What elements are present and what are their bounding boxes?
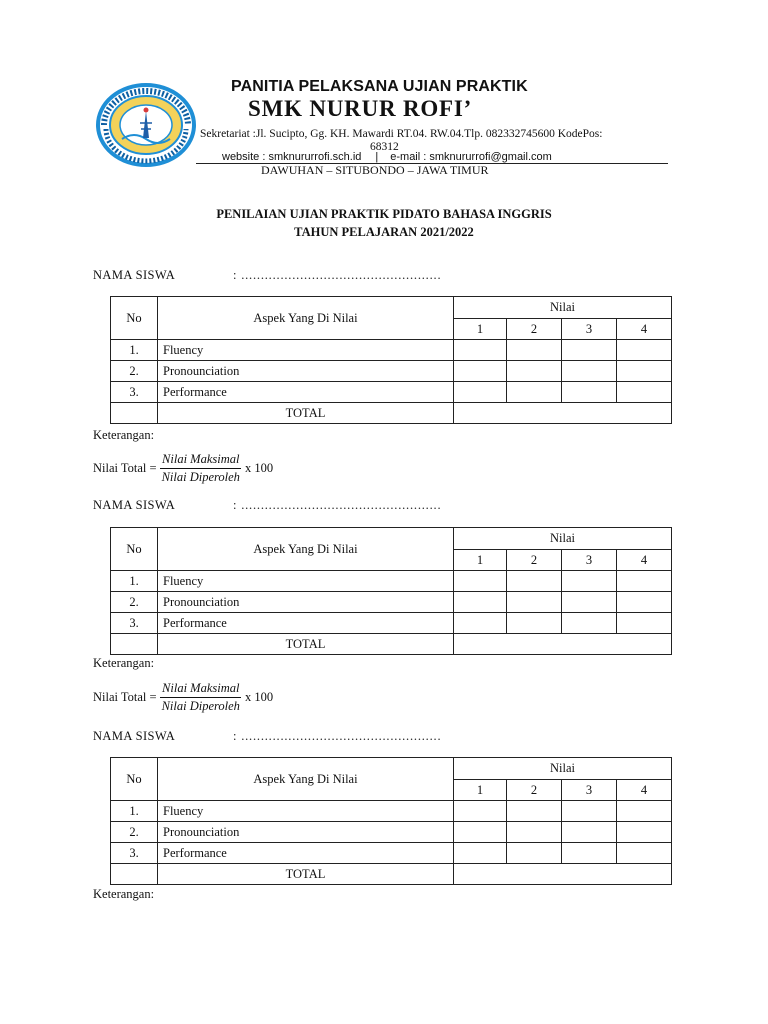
row-aspect: Fluency bbox=[158, 801, 454, 822]
student-assessment-1 bbox=[93, 268, 683, 484]
formula-rhs: x 100 bbox=[244, 690, 274, 704]
col-header-score: Nilai bbox=[454, 297, 672, 319]
score-cell[interactable] bbox=[507, 843, 562, 864]
score-cell[interactable] bbox=[617, 340, 672, 361]
school-postcode: 68312 bbox=[370, 141, 399, 153]
score-cell[interactable] bbox=[454, 571, 507, 592]
score-cell[interactable] bbox=[454, 822, 507, 843]
score-cell[interactable] bbox=[454, 361, 507, 382]
note-label: Keterangan: bbox=[93, 656, 155, 670]
score-cell[interactable] bbox=[507, 592, 562, 613]
formula-lhs: Nilai Total = bbox=[93, 690, 157, 704]
note-label: Keterangan: bbox=[93, 887, 155, 901]
row-number: 1. bbox=[111, 801, 158, 822]
school-logo bbox=[96, 83, 196, 167]
row-number: 2. bbox=[111, 822, 158, 843]
score-cell[interactable] bbox=[617, 822, 672, 843]
formula-lhs: Nilai Total = bbox=[93, 461, 157, 475]
total-row bbox=[111, 403, 672, 424]
table-row bbox=[111, 382, 672, 403]
score-cell[interactable] bbox=[617, 592, 672, 613]
total-blank bbox=[111, 403, 158, 424]
col-header-no: No bbox=[111, 528, 158, 571]
table-row bbox=[111, 340, 672, 361]
email-text: e-mail : smknururrofi@gmail.com bbox=[390, 151, 552, 163]
row-number: 1. bbox=[111, 571, 158, 592]
contact-separator: | bbox=[375, 151, 379, 163]
table-row bbox=[111, 592, 672, 613]
row-aspect: Performance bbox=[158, 613, 454, 634]
score-cell[interactable] bbox=[507, 361, 562, 382]
title-line-2: TAHUN PELAJARAN 2021/2022 bbox=[294, 225, 474, 239]
row-number: 1. bbox=[111, 340, 158, 361]
row-aspect: Performance bbox=[158, 382, 454, 403]
score-cell[interactable] bbox=[454, 613, 507, 634]
score-cell[interactable] bbox=[507, 340, 562, 361]
document-title bbox=[0, 205, 768, 241]
student-assessment-3 bbox=[93, 729, 683, 901]
score-cell[interactable] bbox=[617, 613, 672, 634]
score-cell[interactable] bbox=[454, 592, 507, 613]
score-level-4: 4 bbox=[617, 319, 672, 340]
formula-fraction bbox=[160, 681, 242, 714]
score-cell[interactable] bbox=[454, 382, 507, 403]
total-label: TOTAL bbox=[158, 403, 454, 424]
formula-numerator: Nilai Maksimal bbox=[160, 452, 241, 469]
score-cell[interactable] bbox=[562, 382, 617, 403]
row-aspect: Fluency bbox=[158, 340, 454, 361]
formula-rhs: x 100 bbox=[244, 461, 274, 475]
score-cell[interactable] bbox=[507, 571, 562, 592]
formula-fraction bbox=[160, 452, 242, 485]
score-level-4: 4 bbox=[617, 550, 672, 571]
row-number: 2. bbox=[111, 592, 158, 613]
row-number: 3. bbox=[111, 613, 158, 634]
formula-denominator: Nilai Diperoleh bbox=[161, 699, 240, 713]
score-level-2: 2 bbox=[507, 319, 562, 340]
total-value-cell[interactable] bbox=[454, 403, 672, 424]
total-blank bbox=[111, 864, 158, 885]
row-aspect: Pronounciation bbox=[158, 361, 454, 382]
student-name-row bbox=[93, 268, 683, 286]
contact-line bbox=[222, 151, 552, 163]
score-cell[interactable] bbox=[562, 843, 617, 864]
table-row bbox=[111, 571, 672, 592]
table-row bbox=[111, 613, 672, 634]
col-header-no: No bbox=[111, 758, 158, 801]
score-level-2: 2 bbox=[507, 780, 562, 801]
score-level-3: 3 bbox=[562, 780, 617, 801]
score-cell[interactable] bbox=[617, 843, 672, 864]
student-name-field[interactable]: : ................................................... bbox=[233, 498, 442, 512]
table-row bbox=[111, 822, 672, 843]
col-header-aspect: Aspek Yang Di Nilai bbox=[158, 297, 454, 340]
score-level-3: 3 bbox=[562, 550, 617, 571]
score-table bbox=[110, 757, 672, 885]
score-level-1: 1 bbox=[454, 319, 507, 340]
total-label: TOTAL bbox=[158, 864, 454, 885]
score-cell[interactable] bbox=[507, 801, 562, 822]
total-row bbox=[111, 634, 672, 655]
total-blank bbox=[111, 634, 158, 655]
score-cell[interactable] bbox=[454, 801, 507, 822]
score-cell[interactable] bbox=[617, 801, 672, 822]
title-line-1: PENILAIAN UJIAN PRAKTIK PIDATO BAHASA INGGRIS bbox=[216, 207, 552, 221]
formula-numerator: Nilai Maksimal bbox=[160, 681, 241, 698]
score-formula bbox=[93, 452, 273, 485]
score-level-1: 1 bbox=[454, 550, 507, 571]
school-address: Sekretariat :Jl. Sucipto, Gg. KH. Mawardi RT.04. RW.04.Tlp. 082332745600 KodePos: bbox=[200, 128, 603, 140]
row-aspect: Pronounciation bbox=[158, 822, 454, 843]
student-assessment-2 bbox=[93, 498, 683, 713]
row-aspect: Fluency bbox=[158, 571, 454, 592]
total-value-cell[interactable] bbox=[454, 634, 672, 655]
score-cell[interactable] bbox=[562, 340, 617, 361]
committee-heading: PANITIA PELAKSANA UJIAN PRAKTIK bbox=[231, 78, 528, 95]
total-value-cell[interactable] bbox=[454, 864, 672, 885]
formula-denominator: Nilai Diperoleh bbox=[161, 470, 240, 484]
student-name-label: NAMA SISWA bbox=[93, 498, 176, 512]
table-row bbox=[111, 843, 672, 864]
score-cell[interactable] bbox=[507, 822, 562, 843]
student-name-field[interactable]: : ................................................... bbox=[233, 729, 442, 743]
note-label: Keterangan: bbox=[93, 428, 155, 442]
school-region: DAWUHAN – SITUBONDO – JAWA TIMUR bbox=[261, 163, 489, 177]
col-header-score: Nilai bbox=[454, 528, 672, 550]
col-header-aspect: Aspek Yang Di Nilai bbox=[158, 528, 454, 571]
table-row bbox=[111, 801, 672, 822]
row-aspect: Performance bbox=[158, 843, 454, 864]
score-level-3: 3 bbox=[562, 319, 617, 340]
score-level-2: 2 bbox=[507, 550, 562, 571]
row-number: 3. bbox=[111, 843, 158, 864]
total-label: TOTAL bbox=[158, 634, 454, 655]
student-name-row bbox=[93, 498, 683, 516]
table-row bbox=[111, 361, 672, 382]
student-name-field[interactable]: : ................................................... bbox=[233, 268, 442, 282]
score-table bbox=[110, 296, 672, 424]
score-level-1: 1 bbox=[454, 780, 507, 801]
score-table bbox=[110, 527, 672, 655]
score-cell[interactable] bbox=[562, 613, 617, 634]
score-cell[interactable] bbox=[507, 613, 562, 634]
student-name-label: NAMA SISWA bbox=[93, 268, 176, 282]
score-cell[interactable] bbox=[562, 361, 617, 382]
row-aspect: Pronounciation bbox=[158, 592, 454, 613]
row-number: 3. bbox=[111, 382, 158, 403]
score-cell[interactable] bbox=[562, 592, 617, 613]
website-text: website : smknururrofi.sch.id bbox=[222, 151, 362, 163]
school-name: SMK NURUR ROFI’ bbox=[248, 96, 473, 121]
row-number: 2. bbox=[111, 361, 158, 382]
col-header-score: Nilai bbox=[454, 758, 672, 780]
score-cell[interactable] bbox=[454, 843, 507, 864]
score-formula bbox=[93, 681, 273, 714]
student-name-label: NAMA SISWA bbox=[93, 729, 176, 743]
score-cell[interactable] bbox=[454, 340, 507, 361]
student-name-row bbox=[93, 729, 683, 747]
score-cell[interactable] bbox=[617, 361, 672, 382]
score-level-4: 4 bbox=[617, 780, 672, 801]
score-cell[interactable] bbox=[562, 801, 617, 822]
score-cell[interactable] bbox=[507, 382, 562, 403]
col-header-no: No bbox=[111, 297, 158, 340]
score-cell[interactable] bbox=[562, 822, 617, 843]
total-row bbox=[111, 864, 672, 885]
col-header-aspect: Aspek Yang Di Nilai bbox=[158, 758, 454, 801]
score-cell[interactable] bbox=[562, 571, 617, 592]
score-cell[interactable] bbox=[617, 382, 672, 403]
score-cell[interactable] bbox=[617, 571, 672, 592]
